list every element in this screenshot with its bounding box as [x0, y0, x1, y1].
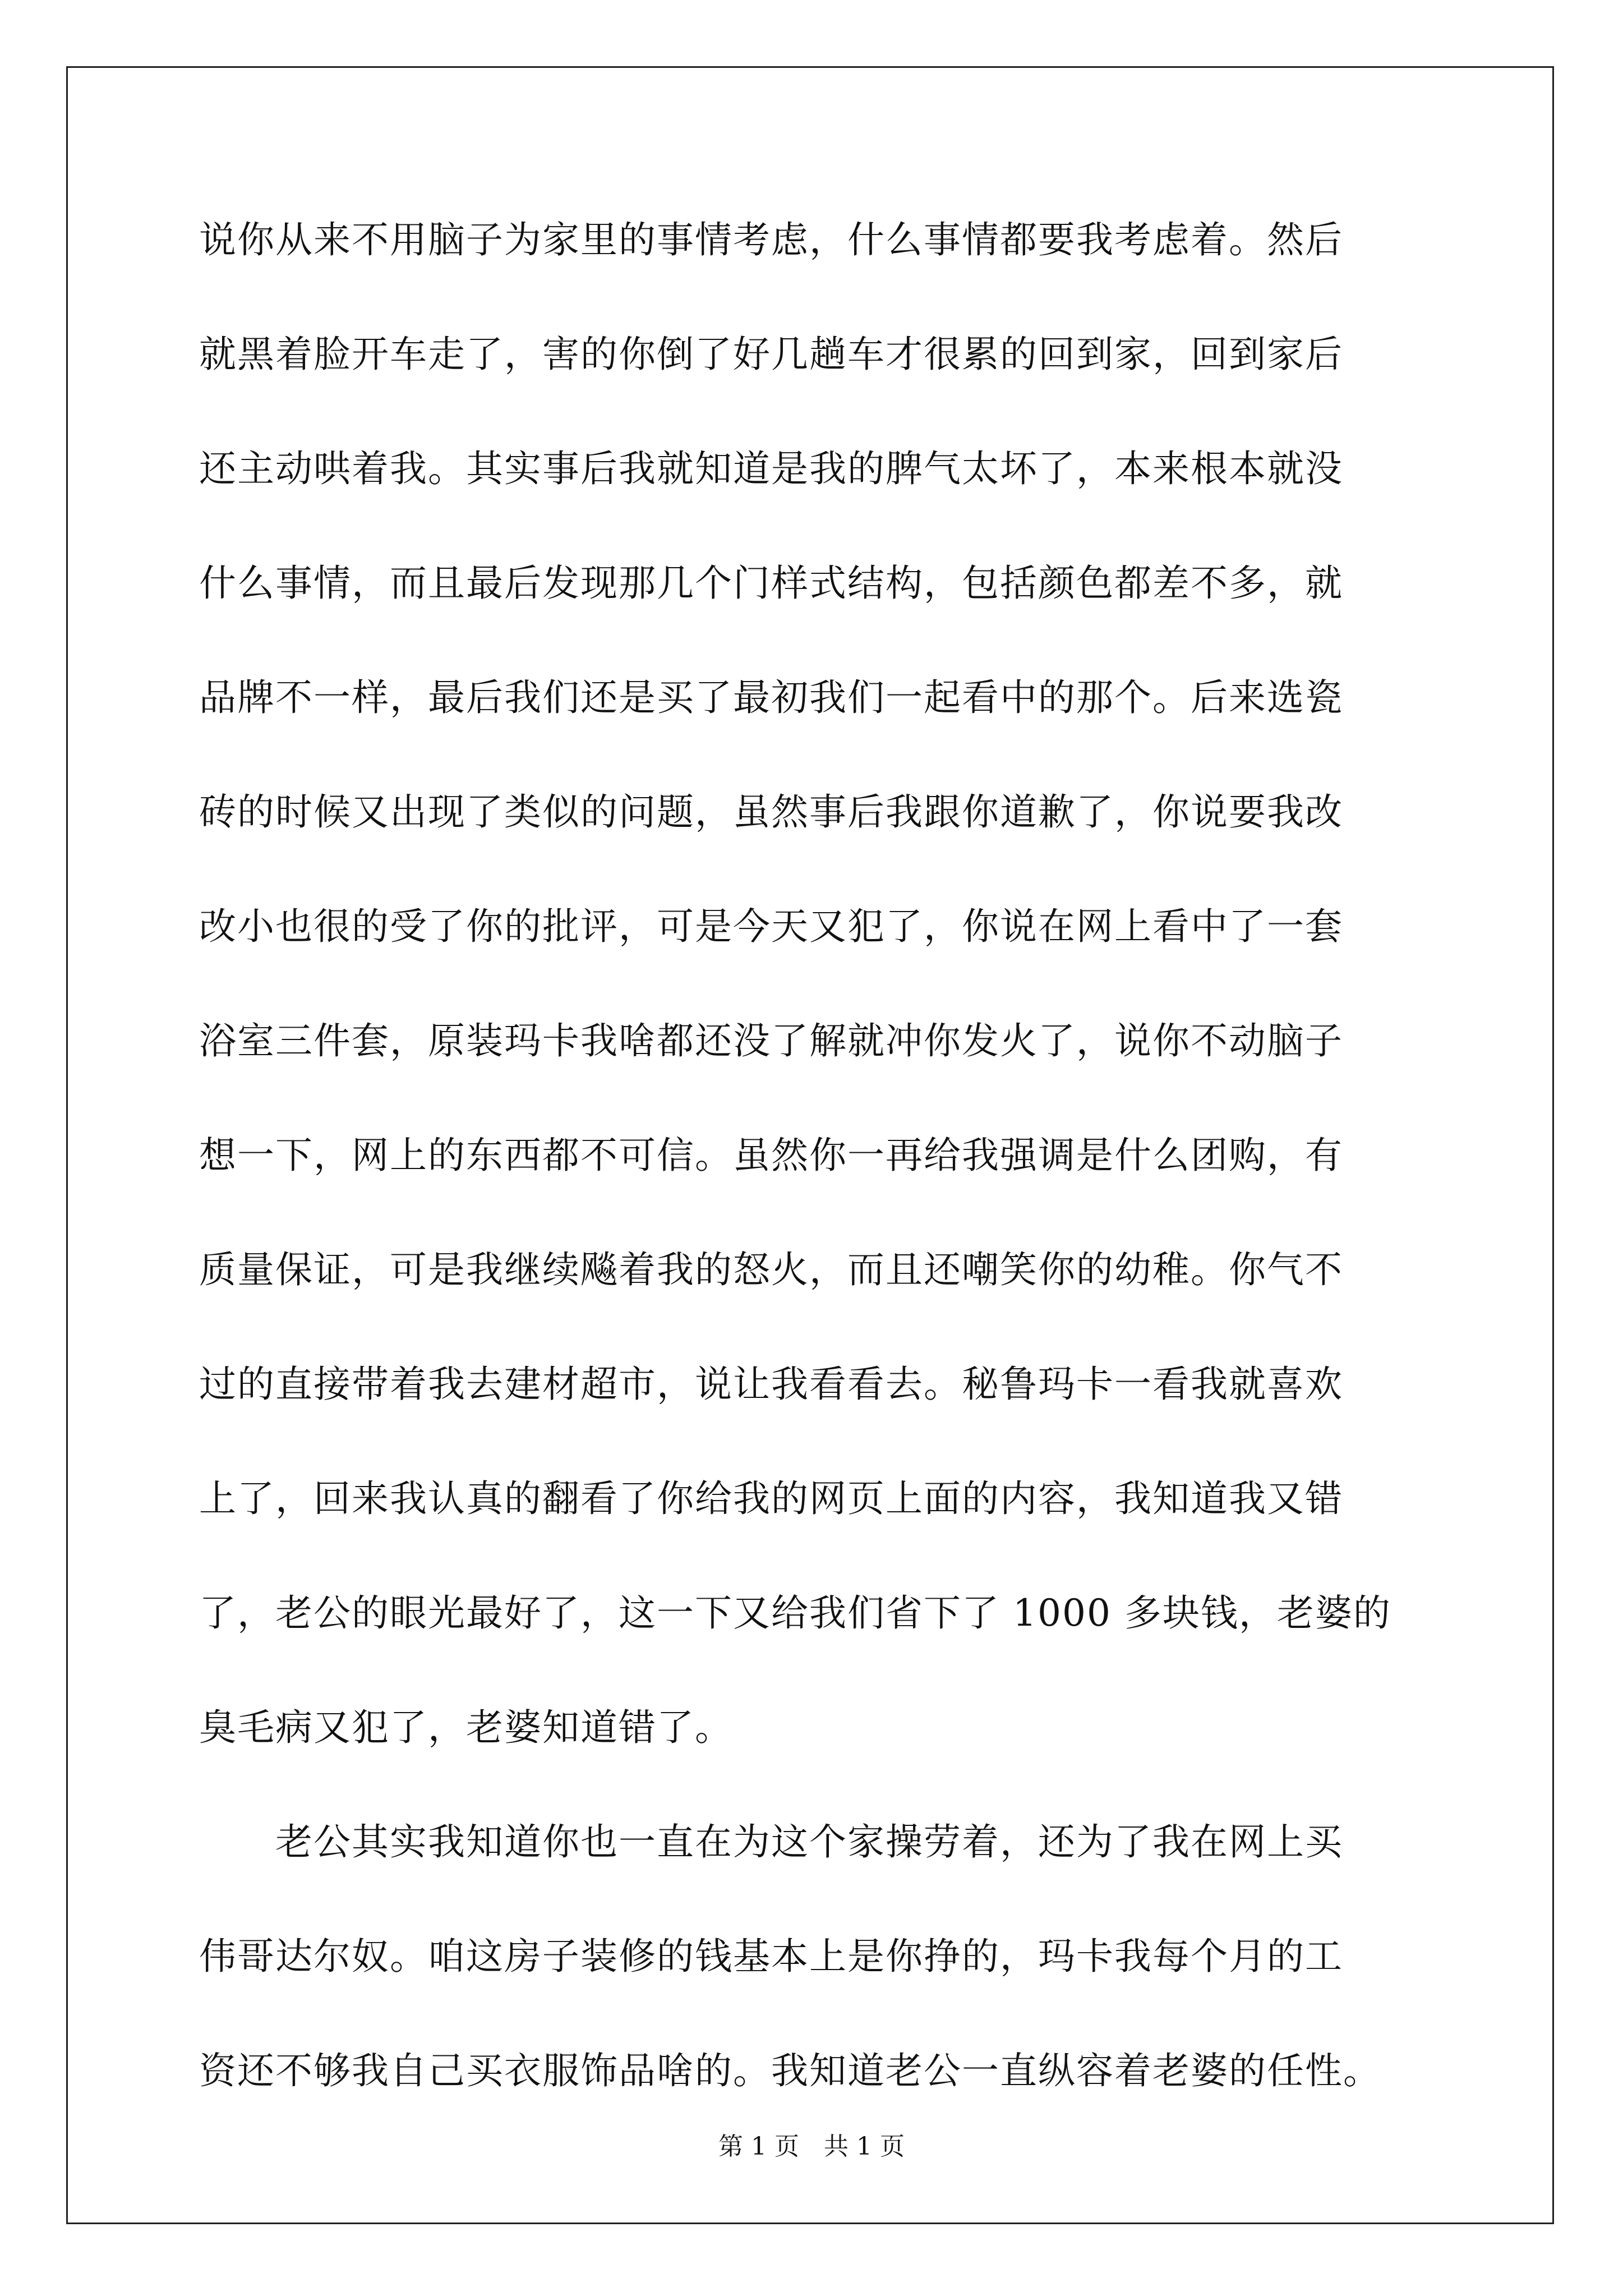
text-line: 想一下，网上的东西都不可信。虽然你一再给我强调是什么团购，有: [199, 1134, 1343, 1177]
text-line: 老公其实我知道你也一直在为这个家操劳着，还为了我在网上买: [199, 1820, 1343, 1864]
text-line: 改小也很的受了你的批评，可是今天又犯了，你说在网上看中了一套: [199, 905, 1343, 948]
text-line: 就黑着脸开车走了，害的你倒了好几趟车才很累的回到家，回到家后: [199, 333, 1343, 376]
text-line: 伟哥达尔奴。咱这房子装修的钱基本上是你挣的，玛卡我每个月的工: [199, 1935, 1343, 1978]
page-footer: 第 1 页 共 1 页: [718, 2132, 905, 2161]
text-line: 资还不够我自己买衣服饰品啥的。我知道老公一直纵容着老婆的任性。: [199, 2049, 1381, 2092]
text-line: 说你从来不用脑子为家里的事情考虑，什么事情都要我考虑着。然后: [199, 218, 1343, 261]
document-body: [199, 219, 1433, 2164]
text-line: 上了，回来我认真的翻看了你给我的网页上面的内容，我知道我又错: [199, 1477, 1343, 1520]
text-line: 什么事情，而且最后发现那几个门样式结构，包括颜色都差不多，就: [199, 562, 1343, 605]
text-line: 品牌不一样，最后我们还是买了最初我们一起看中的那个。后来选瓷: [199, 676, 1343, 719]
text-line: 砖的时候又出现了类似的问题，虽然事后我跟你道歉了，你说要我改: [199, 790, 1343, 834]
text-line: 过的直接带着我去建材超市，说让我看看去。秘鲁玛卡一看我就喜欢: [199, 1363, 1343, 1406]
text-line: 了，老公的眼光最好了，这一下又给我们省下了 1000 多块钱，老婆的: [199, 1591, 1391, 1635]
text-line: 臭毛病又犯了，老婆知道错了。: [199, 1706, 733, 1749]
text-line: 浴室三件套，原装玛卡我啥都还没了解就冲你发火了，说你不动脑子: [199, 1019, 1343, 1062]
text-line: 还主动哄着我。其实事后我就知道是我的脾气太坏了，本来根本就没: [199, 447, 1343, 490]
text-line: 质量保证，可是我继续飚着我的怒火，而且还嘲笑你的幼稚。你气不: [199, 1248, 1343, 1291]
